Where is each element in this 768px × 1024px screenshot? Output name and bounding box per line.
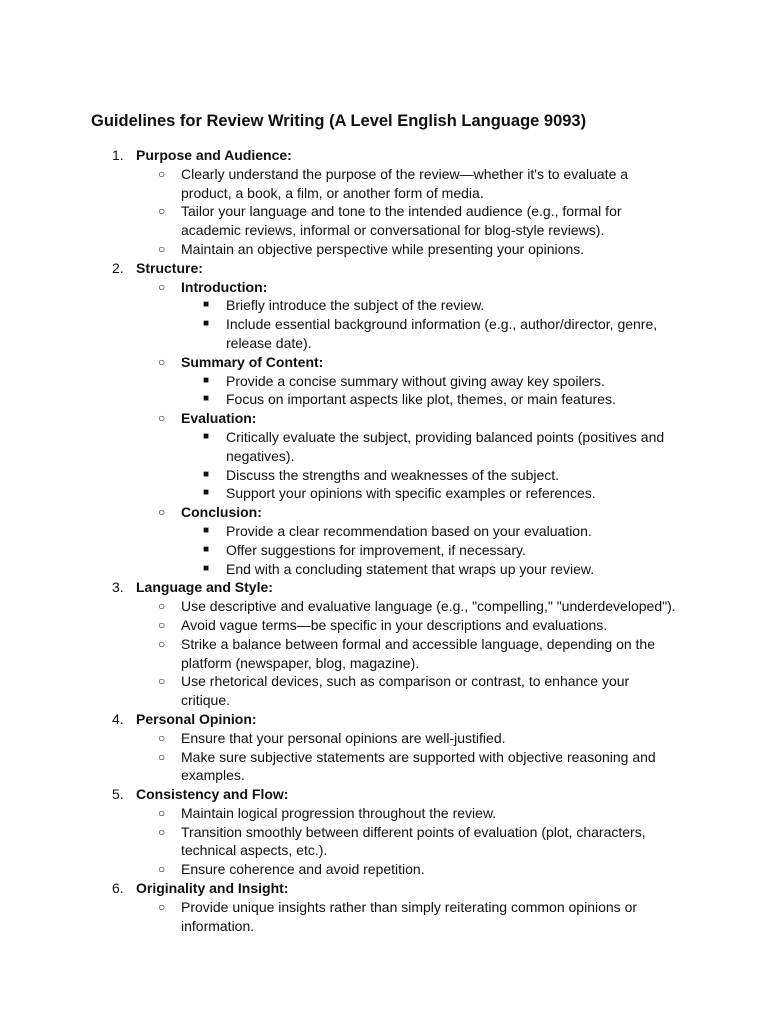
sub-bullet-item [0, 428, 666, 466]
square-bullet-icon: ■ [203, 487, 210, 499]
sub-bullet-item [0, 541, 666, 560]
item-heading: Structure: [136, 259, 203, 276]
numbered-item [0, 578, 696, 597]
item-text: Make sure subjective statements are supported with objective reasoning and examples. [181, 748, 656, 784]
bullet-item [0, 804, 681, 823]
circle-bullet-icon: ○ [158, 204, 166, 219]
item-text: Use rhetorical devices, such as comparison or contrast, to enhance your critique. [181, 673, 630, 709]
sub-bullet-item [0, 390, 666, 409]
item-text: Critically evaluate the subject, providing balanced points (positives and negatives). [226, 428, 665, 464]
item-text: Focus on important aspects like plot, themes, or main features. [226, 391, 616, 408]
bullet-item [0, 165, 681, 203]
item-text: End with a concluding statement that wraps up your review. [226, 560, 595, 577]
item-text: Provide a clear recommendation based on your evaluation. [226, 522, 592, 539]
guidelines-list [0, 146, 768, 935]
bullet-item [0, 748, 681, 786]
item-heading: Language and Style: [136, 579, 273, 596]
bullet-item [0, 729, 681, 748]
item-heading: Originality and Insight: [136, 880, 289, 897]
bullet-item [0, 672, 681, 710]
circle-bullet-icon: ○ [158, 411, 166, 426]
item-text: Maintain logical progression throughout the review. [181, 804, 497, 821]
item-text: Briefly introduce the subject of the review. [226, 297, 485, 314]
numbered-item [0, 259, 696, 278]
list-number: 4. [112, 710, 124, 727]
item-text: Offer suggestions for improvement, if necessary. [226, 541, 526, 558]
item-text: Provide unique insights rather than simply reiterating common opinions or information. [181, 898, 638, 934]
sub-bullet-item [0, 522, 666, 541]
item-text: Use descriptive and evaluative language (e.g., "compelling," "underdeveloped"). [181, 598, 676, 615]
circle-bullet-icon: ○ [158, 824, 166, 839]
square-bullet-icon: ■ [203, 468, 210, 480]
numbered-item [0, 785, 696, 804]
bullet-item [0, 860, 681, 879]
item-text: Ensure that your personal opinions are well-justified. [181, 729, 506, 746]
bullet-item [0, 635, 681, 673]
list-number: 6. [112, 880, 124, 897]
item-text: Tailor your language and tone to the intended audience (e.g., formal for academic reviews, informal or conversational for blog-style reviews). [181, 203, 622, 239]
bullet-item [0, 353, 681, 372]
sub-bullet-item [0, 372, 666, 391]
circle-bullet-icon: ○ [158, 899, 166, 914]
bullet-item [0, 597, 681, 616]
circle-bullet-icon: ○ [158, 166, 166, 181]
item-text: Transition smoothly between different points of evaluation (plot, characters, technical aspects, etc.). [181, 823, 646, 859]
item-text: Support your opinions with specific examples or references. [226, 485, 596, 502]
bullet-item [0, 278, 681, 297]
numbered-item [0, 146, 696, 165]
circle-bullet-icon: ○ [158, 862, 166, 877]
item-text: Ensure coherence and avoid repetition. [181, 861, 425, 878]
document-title: Guidelines for Review Writing (A Level English Language 9093) [91, 112, 587, 130]
sub-bullet-item [0, 466, 666, 485]
circle-bullet-icon: ○ [158, 241, 166, 256]
circle-bullet-icon: ○ [158, 354, 166, 369]
sub-bullet-item [0, 484, 666, 503]
sub-bullet-item [0, 296, 666, 315]
list-number: 3. [112, 579, 124, 596]
square-bullet-icon: ■ [203, 374, 210, 386]
list-number: 2. [112, 259, 124, 276]
list-number: 1. [112, 147, 124, 163]
circle-bullet-icon: ○ [158, 805, 166, 820]
item-text: Strike a balance between formal and accessible language, depending on the platform (newspaper, blog, magazine). [181, 635, 655, 671]
square-bullet-icon: ■ [203, 393, 210, 405]
numbered-item [0, 879, 696, 898]
square-bullet-icon: ■ [203, 524, 210, 536]
item-text: Provide a concise summary without giving away key spoilers. [226, 372, 605, 389]
item-heading: Consistency and Flow: [136, 786, 289, 803]
item-heading: Conclusion: [181, 504, 262, 521]
square-bullet-icon: ■ [203, 562, 210, 574]
item-heading: Personal Opinion: [136, 710, 257, 727]
item-heading: Summary of Content: [181, 353, 324, 370]
bullet-item [0, 898, 681, 936]
bullet-item [0, 503, 681, 522]
item-text: Include essential background information (e.g., author/director, genre, release date). [226, 316, 658, 351]
circle-bullet-icon: ○ [158, 279, 166, 294]
circle-bullet-icon: ○ [158, 599, 166, 614]
bullet-item [0, 409, 681, 428]
item-text: Avoid vague terms—be specific in your descriptions and evaluations. [181, 616, 608, 633]
circle-bullet-icon: ○ [158, 617, 166, 632]
item-heading: Purpose and Audience: [136, 147, 292, 163]
bullet-item [0, 823, 681, 861]
bullet-item [0, 616, 681, 635]
item-text: Clearly understand the purpose of the review—whether it's to evaluate a product, a book, a film, or another form of media. [181, 165, 629, 201]
bullet-item [0, 240, 681, 259]
list-number: 5. [112, 786, 124, 803]
circle-bullet-icon: ○ [158, 674, 166, 689]
bullet-item [0, 202, 681, 240]
square-bullet-icon: ■ [203, 430, 210, 442]
numbered-item [0, 710, 696, 729]
item-heading: Evaluation: [181, 410, 257, 427]
sub-bullet-item [0, 315, 666, 353]
sub-bullet-item [0, 560, 666, 579]
circle-bullet-icon: ○ [158, 749, 166, 764]
circle-bullet-icon: ○ [158, 505, 166, 520]
item-text: Maintain an objective perspective while presenting your opinions. [181, 240, 585, 257]
item-text: Discuss the strengths and weaknesses of the subject. [226, 466, 560, 483]
square-bullet-icon: ■ [203, 318, 210, 330]
square-bullet-icon: ■ [203, 299, 210, 311]
square-bullet-icon: ■ [203, 543, 210, 555]
circle-bullet-icon: ○ [158, 730, 166, 745]
circle-bullet-icon: ○ [158, 636, 166, 651]
item-heading: Introduction: [181, 278, 268, 295]
